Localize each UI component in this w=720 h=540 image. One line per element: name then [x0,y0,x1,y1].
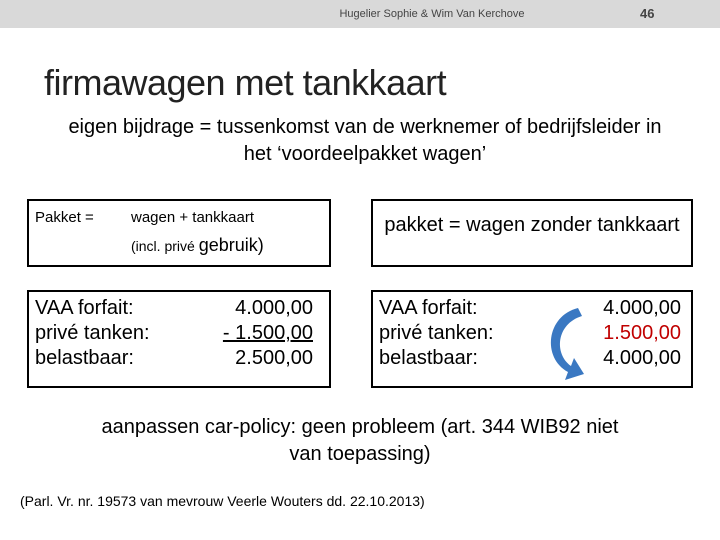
package-line-1: wagen + tankkaart [131,209,254,226]
curved-arrow-body [551,308,584,380]
calc-left-label-tanken: privé tanken: [35,322,150,344]
reference-text: (Parl. Vr. nr. 19573 van mevrouw Veerle Wouters dd. 22.10.2013) [20,493,425,509]
slide-number: 46 [640,6,655,21]
calc-left-label-vaa: VAA forfait: [35,297,134,319]
calc-left-label-belastbaar: belastbaar: [35,347,134,369]
calc-right-value-tanken: 1.500,00 [603,322,681,344]
slide-subtitle: eigen bijdrage = tussenkomst van de werknemer of bedrijfsleider in het ‘voordeelpakket wagen’ [68,116,662,165]
author-text: Hugelier Sophie & Wim Van Kerchove [339,8,525,20]
calc-right-values [603,296,681,371]
package-box-left [27,199,331,267]
package-line-2-small: (incl. privé [131,238,195,254]
calc-left-value-belastbaar: 2.500,00 [235,347,313,369]
calc-left-labels [35,296,150,371]
calc-right-label-belastbaar: belastbaar: [379,347,478,369]
package-label: Pakket = [35,209,94,226]
slide-title: firmawagen met tankkaart [44,62,447,103]
package-line-2-big: gebruik) [198,235,264,255]
calc-right-label-vaa: VAA forfait: [379,297,478,319]
package-right-text: pakket = wagen zonder tankkaart [384,214,680,236]
calc-box-left [27,290,331,388]
curved-arrow-icon [538,302,588,384]
calc-right-label-tanken: privé tanken: [379,322,494,344]
header-bar [0,0,720,28]
calc-right-labels [379,296,494,371]
package-line-2 [131,235,264,256]
calc-left-values [223,296,313,371]
calc-left-value-tanken: - 1.500,00 [222,322,313,344]
calc-right-value-vaa: 4.000,00 [603,297,681,319]
car-policy-note: aanpassen car-policy: geen probleem (art. 344 WIB92 niet van toepassing) [101,416,619,465]
package-box-right [371,199,693,267]
calc-right-value-belastbaar: 4.000,00 [603,347,681,369]
calc-box-right [371,290,693,388]
calc-left-value-vaa: 4.000,00 [235,297,313,319]
